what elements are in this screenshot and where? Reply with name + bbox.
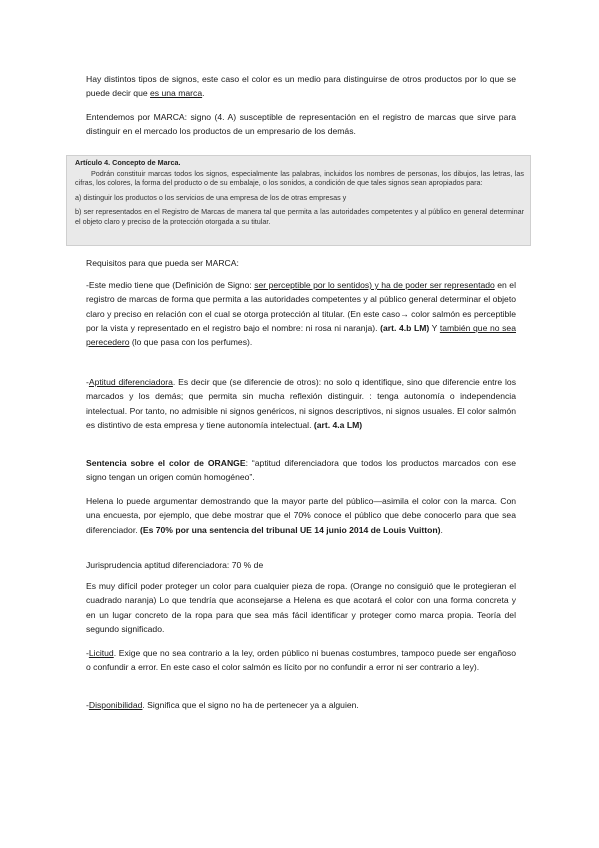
- paragraph-helena-encuesta: Helena lo puede argumentar demostrando que la mayor parte del público—asimila el color con la marca. Con una encuesta, por ejemplo, que debe mostrar que el 70% conoce el público que debe conocerlo para que sea diferenciador. (Es 70% por una sentencia del tribunal UE 14 junio 2014 de Louis Vuitton).: [86, 496, 516, 535]
- article-intro: Podrán constituir marcas todos los signos, especialmente las palabras, incluidos los nombres de personas, los dibujos, las letras, las cifras, los colores, la forma del producto o de su embalaje, o los sonidos, a condición de que tales signos sean apropiados para:: [75, 168, 524, 188]
- paragraph-requisitos-heading: Requisitos para que pueda ser MARCA:: [86, 258, 239, 268]
- paragraph-requisito-signo: -Este medio tiene que (Definición de Signo: ser perceptible por lo sentidos) y ha de poder ser representado en el registro de marcas de forma que permita a las autoridades competentes y al público general determinar el objeto claro y preciso en relación con el cual se otorga protección al titular. (En este caso→ color salmón es perceptible por la vista y representado en el registro bajo el nombre: ni rosa ni naranja). (art. 4.b LM) Y también que no sea perecedero (lo que pasa con los perfumes).: [86, 280, 516, 348]
- paragraph-colour-as-sign: Hay distintos tipos de signos, este caso el color es un medio para distinguirse de otros productos por lo que se puede decir que es una marca.: [86, 74, 516, 99]
- article-4-excerpt: [66, 155, 531, 246]
- article-item-b: b) ser representados en el Registro de Marcas de manera tal que permita a las autoridades competentes y al público en general determinar el objeto claro y preciso de la protección otorgada a su titular.: [75, 207, 524, 226]
- underlined-es-una-marca: es una marca: [150, 88, 203, 99]
- paragraph-requisito-disponibilidad: -Disponibilidad. Significa que el signo no ha de pertenecer ya a alguien.: [86, 700, 359, 710]
- paragraph-proteger-color: Es muy difícil poder proteger un color para cualquier pieza de ropa. (Orange no consiguió que le protegieran el cuadrado naranja) Lo que tendría que aconsejarse a Helena es que acotará el color con una forma concreta y en un lugar concreto de la ropa para que sea más fácil identificar y proteger como marca propia. Teoría del segundo significado.: [86, 581, 516, 634]
- paragraph-sentencia-orange: Sentencia sobre el color de ORANGE: “aptitud diferenciadora que todos los productos marcados con ese signo tengan un origen común homogéneo”.: [86, 458, 516, 483]
- paragraph-jurisprudencia: Jurisprudencia aptitud diferenciadora: 70 % de: [86, 560, 264, 570]
- article-item-a: a) distinguir los productos o los servicios de una empresa de los de otras empresas y: [75, 192, 347, 202]
- article-title: Artículo 4. Concepto de Marca.: [75, 158, 181, 167]
- paragraph-requisito-licitud: -Licitud. Exige que no sea contrario a la ley, orden público ni buenas costumbres, tampoco puede ser engañoso o confundir a error. En este caso el color salmón es lícito por no confundir a error ni ser contrario a ley).: [86, 648, 516, 673]
- paragraph-requisito-aptitud: -Aptitud diferenciadora. Es decir que (se diferencie de otros): no solo q identifique, sino que diferencie entre los marcados y los demás; que permita sin mucha reflexión distinguir. : tenga autonomía o independencia intelectual. Por tanto, no admisible ni signos genéricos, ni signos descriptivos, ni signos usuales. El color salmón es distintivo de esta empresa y tiene autonomía intelectual. (art. 4.a LM): [86, 377, 516, 430]
- paragraph-marca-definition: Entendemos por MARCA: signo (4. A) susceptible de representación en el registro de marcas que sirve para distinguir en el mercado los productos de un empresario de los demás.: [86, 112, 516, 137]
